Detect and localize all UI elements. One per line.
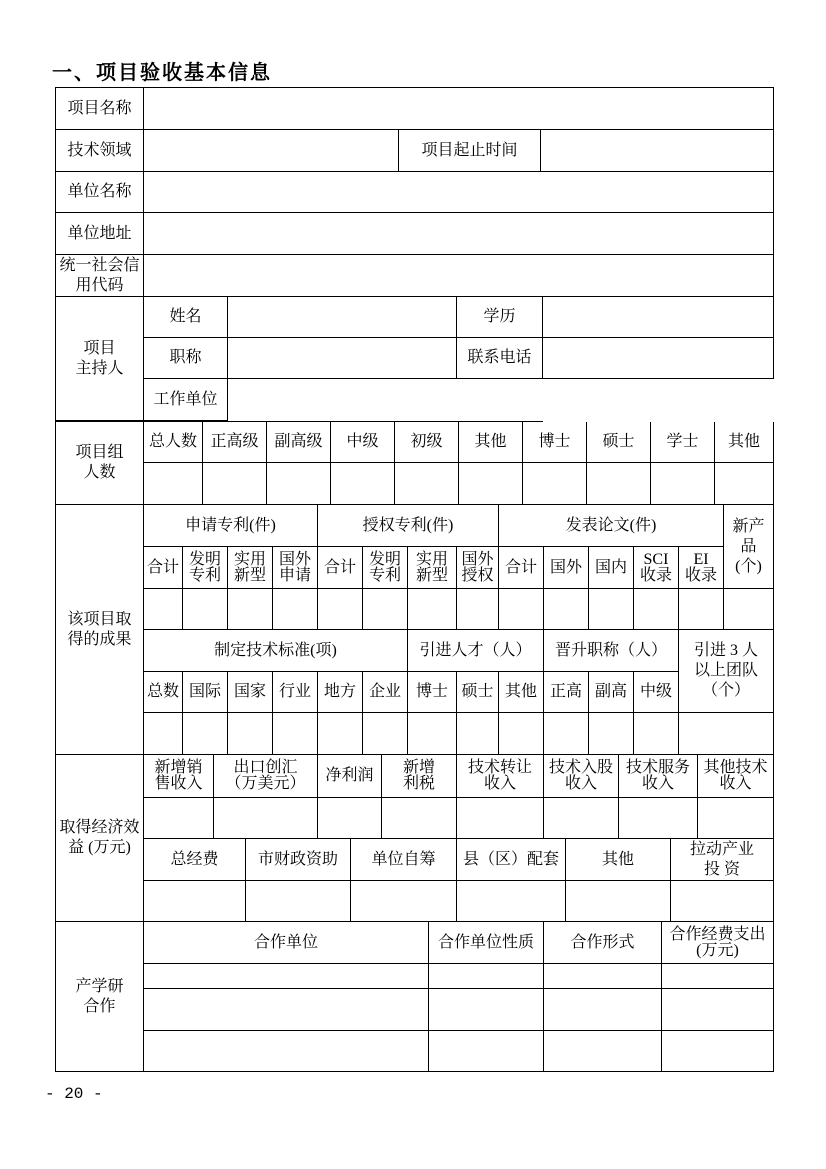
team-count-cell xyxy=(715,463,774,505)
paper-count-cell xyxy=(544,589,589,630)
income-column-header: 技术入股 收入 xyxy=(544,755,619,798)
income-value-cell xyxy=(457,798,544,839)
funding-value-cell xyxy=(144,881,246,922)
cooperation-partner-cell xyxy=(144,989,429,1031)
project-period-label: 项目起止时间 xyxy=(399,130,541,172)
income-value-cell xyxy=(619,798,698,839)
income-column-header: 出口创汇 （万美元） xyxy=(214,755,318,798)
patent-column-header: 国外 申请 xyxy=(273,547,318,589)
standard-count-cell xyxy=(228,713,273,755)
cooperation-form-cell xyxy=(544,989,662,1031)
economic-section xyxy=(56,755,774,922)
talent-count-cell xyxy=(408,713,457,755)
standard-count-cell xyxy=(273,713,318,755)
team-count-cell xyxy=(523,463,587,505)
paper-column-header: 国外 xyxy=(544,547,589,589)
income-value-cell xyxy=(318,798,382,839)
team-column-header: 其他 xyxy=(715,422,774,463)
credit-code-value xyxy=(144,255,774,297)
income-value-cell xyxy=(144,798,214,839)
patent-count-cell xyxy=(228,589,273,630)
teams-count-cell xyxy=(679,713,774,755)
patent-count-cell xyxy=(144,589,183,630)
patent-column-header: 合计 xyxy=(144,547,183,589)
funding-value-cell xyxy=(246,881,351,922)
leader-phone-value xyxy=(543,338,774,379)
income-value-cell xyxy=(544,798,619,839)
page-number: - 20 - xyxy=(45,1085,103,1103)
leader-employer-label: 工作单位 xyxy=(144,379,228,421)
team-count-cell xyxy=(331,463,395,505)
income-value-cell xyxy=(698,798,774,839)
talent-count-cell xyxy=(457,713,499,755)
project-name-label: 项目名称 xyxy=(56,88,144,130)
economic-content xyxy=(144,755,774,922)
income-column-header: 技术服务 收入 xyxy=(619,755,698,798)
promotion-column-header: 中级 xyxy=(634,672,679,713)
funding-column-header: 单位自筹 xyxy=(351,839,457,881)
team-column-header: 中级 xyxy=(331,422,395,463)
cooperation-section xyxy=(56,922,774,1072)
cooperation-partner-cell xyxy=(144,964,429,989)
cooperation-form-header: 合作形式 xyxy=(544,922,662,964)
papers-header: 发表论文(件) xyxy=(499,505,724,547)
income-column-header: 技术转让 收入 xyxy=(457,755,544,798)
patent-count-cell xyxy=(273,589,318,630)
patent-granted-header: 授权专利(件) xyxy=(318,505,499,547)
leader-section xyxy=(56,297,774,422)
income-value-cell xyxy=(214,798,318,839)
acceptance-info-table xyxy=(55,87,774,1072)
section-title: 一、项目验收基本信息 xyxy=(52,62,272,84)
cooperation-partner-header: 合作单位 xyxy=(144,922,429,964)
paper-count-cell xyxy=(634,589,679,630)
basic-info-section xyxy=(56,88,774,297)
funding-value-cell xyxy=(457,881,566,922)
funding-column-header: 拉动产业 投 资 xyxy=(671,839,774,881)
patent-count-cell xyxy=(457,589,499,630)
cooperation-nature-cell xyxy=(429,1031,544,1072)
income-value-cell xyxy=(382,798,457,839)
funding-grid xyxy=(144,839,774,922)
cooperation-form-cell xyxy=(544,1031,662,1072)
team-column-header: 初级 xyxy=(395,422,459,463)
cooperation-partner-cell xyxy=(144,1031,429,1072)
team-section-label: 项目组 人数 xyxy=(56,422,144,505)
leader-education-value xyxy=(543,297,774,338)
credit-code-label: 统一社会信 用代码 xyxy=(56,255,144,297)
standards-header: 制定技术标准(项) xyxy=(144,630,408,672)
project-name-value xyxy=(144,88,774,130)
org-name-label: 单位名称 xyxy=(56,172,144,213)
new-products-count-cell xyxy=(724,589,774,630)
cooperation-section-label: 产学研 合作 xyxy=(56,922,144,1072)
cooperation-funding-cell xyxy=(662,989,774,1031)
cooperation-form-cell xyxy=(544,964,662,989)
standard-column-header: 总数 xyxy=(144,672,183,713)
patent-count-cell xyxy=(408,589,457,630)
team-column-header: 学士 xyxy=(651,422,715,463)
patent-column-header: 合计 xyxy=(318,547,363,589)
achievements-section-label: 该项目取 得的成果 xyxy=(56,505,144,755)
leader-section-label: 项目 主持人 xyxy=(56,297,144,421)
leader-title-label: 职称 xyxy=(144,338,228,379)
team-count-cell xyxy=(459,463,523,505)
team-column-header: 硕士 xyxy=(587,422,651,463)
funding-value-cell xyxy=(566,881,671,922)
teams-header: 引进 3 人 以上团队 （个） xyxy=(679,630,774,713)
patent-applied-header: 申请专利(件) xyxy=(144,505,318,547)
income-column-header: 新增 利税 xyxy=(382,755,457,798)
standard-column-header: 国家 xyxy=(228,672,273,713)
funding-value-cell xyxy=(351,881,457,922)
talent-count-cell xyxy=(499,713,544,755)
funding-column-header: 市财政资助 xyxy=(246,839,351,881)
patent-column-header: 实用 新型 xyxy=(408,547,457,589)
team-count-cell xyxy=(587,463,651,505)
tech-field-label: 技术领域 xyxy=(56,130,144,172)
team-count-cell xyxy=(144,463,203,505)
talent-column-header: 博士 xyxy=(408,672,457,713)
standard-column-header: 企业 xyxy=(363,672,408,713)
patent-count-cell xyxy=(183,589,228,630)
promotion-count-cell xyxy=(544,713,589,755)
talent-header: 引进人才（人） xyxy=(408,630,544,672)
paper-column-header: 合计 xyxy=(499,547,544,589)
talent-column-header: 其他 xyxy=(499,672,544,713)
paper-column-header: SCI 收录 xyxy=(634,547,679,589)
funding-value-cell xyxy=(671,881,774,922)
patent-column-header: 发明 专利 xyxy=(183,547,228,589)
promotion-header: 晋升职称（人） xyxy=(544,630,679,672)
income-column-header: 其他技术 收入 xyxy=(698,755,774,798)
standard-column-header: 行业 xyxy=(273,672,318,713)
leader-name-label: 姓名 xyxy=(144,297,228,338)
leader-name-value xyxy=(228,297,457,338)
economic-section-label: 取得经济效 益 (万元) xyxy=(56,755,144,922)
cooperation-funding-cell xyxy=(662,1031,774,1072)
paper-column-header: EI 收录 xyxy=(679,547,724,589)
team-count-cell xyxy=(203,463,267,505)
patent-column-header: 国外 授权 xyxy=(457,547,499,589)
cooperation-funding-cell xyxy=(662,964,774,989)
standard-column-header: 地方 xyxy=(318,672,363,713)
talent-column-header: 硕士 xyxy=(457,672,499,713)
cooperation-nature-cell xyxy=(429,989,544,1031)
team-column-header: 博士 xyxy=(523,422,587,463)
standard-column-header: 国际 xyxy=(183,672,228,713)
standard-count-cell xyxy=(183,713,228,755)
org-address-label: 单位地址 xyxy=(56,213,144,255)
promotion-count-cell xyxy=(589,713,634,755)
cooperation-funding-header: 合作经费支出 (万元) xyxy=(662,922,774,964)
paper-count-cell xyxy=(499,589,544,630)
leader-title-value xyxy=(228,338,457,379)
paper-count-cell xyxy=(679,589,724,630)
cooperation-nature-cell xyxy=(429,964,544,989)
team-column-header: 副高级 xyxy=(267,422,331,463)
org-address-value xyxy=(144,213,774,255)
team-count-cell xyxy=(395,463,459,505)
income-column-header: 新增销 售收入 xyxy=(144,755,214,798)
patent-column-header: 发明 专利 xyxy=(363,547,408,589)
funding-column-header: 其他 xyxy=(566,839,671,881)
promotion-column-header: 副高 xyxy=(589,672,634,713)
cooperation-nature-header: 合作单位性质 xyxy=(429,922,544,964)
team-column-header: 正高级 xyxy=(203,422,267,463)
promotion-column-header: 正高 xyxy=(544,672,589,713)
income-column-header: 净利润 xyxy=(318,755,382,798)
patent-column-header: 实用 新型 xyxy=(228,547,273,589)
paper-column-header: 国内 xyxy=(589,547,634,589)
paper-count-cell xyxy=(589,589,634,630)
leader-education-label: 学历 xyxy=(457,297,543,338)
patent-count-cell xyxy=(318,589,363,630)
team-column-header: 其他 xyxy=(459,422,523,463)
tech-field-value xyxy=(144,130,399,172)
team-count-cell xyxy=(651,463,715,505)
new-products-header: 新产 品 (个) xyxy=(724,505,774,589)
standard-count-cell xyxy=(363,713,408,755)
patent-count-cell xyxy=(363,589,408,630)
org-name-value xyxy=(144,172,774,213)
team-section xyxy=(56,422,774,505)
project-period-value xyxy=(541,130,774,172)
achievements-section xyxy=(56,505,774,755)
standard-count-cell xyxy=(144,713,183,755)
leader-phone-label: 联系电话 xyxy=(457,338,543,379)
standard-count-cell xyxy=(318,713,363,755)
income-grid xyxy=(144,755,774,839)
promotion-count-cell xyxy=(634,713,679,755)
team-count-cell xyxy=(267,463,331,505)
team-column-header: 总人数 xyxy=(144,422,203,463)
funding-column-header: 县（区）配套 xyxy=(457,839,566,881)
funding-column-header: 总经费 xyxy=(144,839,246,881)
